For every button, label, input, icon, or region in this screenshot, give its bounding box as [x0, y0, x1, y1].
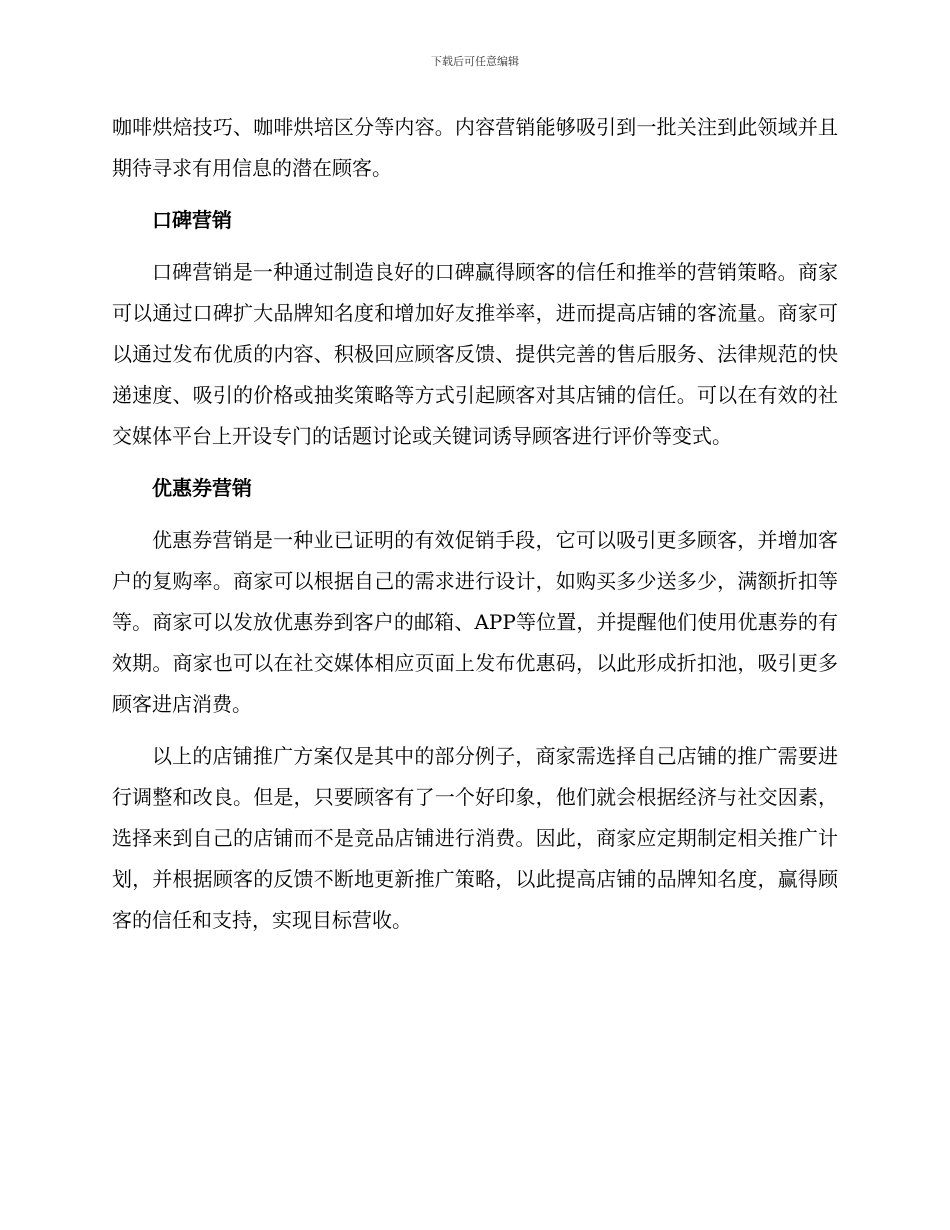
paragraph-continued: 咖啡烘焙技巧、咖啡烘培区分等内容。内容营销能够吸引到一批关注到此领域并且期待寻求有用信息的潜在顾客。 — [112, 115, 838, 180]
paragraph-coupon: 优惠券营销是一种业已证明的有效促销手段，它可以吸引更多顾客，并增加客户的复购率。商家可以根据自己的需求进行设计，如购买多少送多少，满额折扣等等。商家可以发放优惠券到客户的邮箱、APP等位置，并提醒他们使用优惠券的有效期。商家也可以在社交媒体相应页面上发布优惠码，以此形成折扣池，吸引更多顾客进店消费。 — [112, 528, 838, 716]
paragraph-conclusion: 以上的店铺推广方案仅是其中的部分例子，商家需选择自己店铺的推广需要进行调整和改良。但是，只要顾客有了一个好印象，他们就会根据经济与社交因素，选择来到自己的店铺而不是竞品店铺进行消费。因此，商家应定期制定相关推广计划，并根据顾客的反馈不断地更新推广策略，以此提高店铺的品牌知名度，赢得顾客的信任和支持，实现目标营收。 — [112, 744, 838, 932]
document-body — [112, 107, 838, 952]
section-heading-word-of-mouth: 口碑营销 — [152, 208, 232, 232]
paragraph-word-of-mouth: 口碑营销是一种通过制造良好的口碑赢得顾客的信任和推举的营销策略。商家可以通过口碑扩大品牌知名度和增加好友推举率，进而提高店铺的客流量。商家可以通过发布优质的内容、积极回应顾客反馈、提供完善的售后服务、法律规范的快递速度、吸引的价格或抽奖策略等方式引起顾客对其店铺的信任。可以在有效的社交媒体平台上开设专门的话题讨论或关键词诱导顾客进行评价等变式。 — [112, 260, 838, 448]
section-heading-coupon: 优惠券营销 — [152, 476, 252, 500]
header-note: 下载后可任意编辑 — [431, 55, 519, 68]
